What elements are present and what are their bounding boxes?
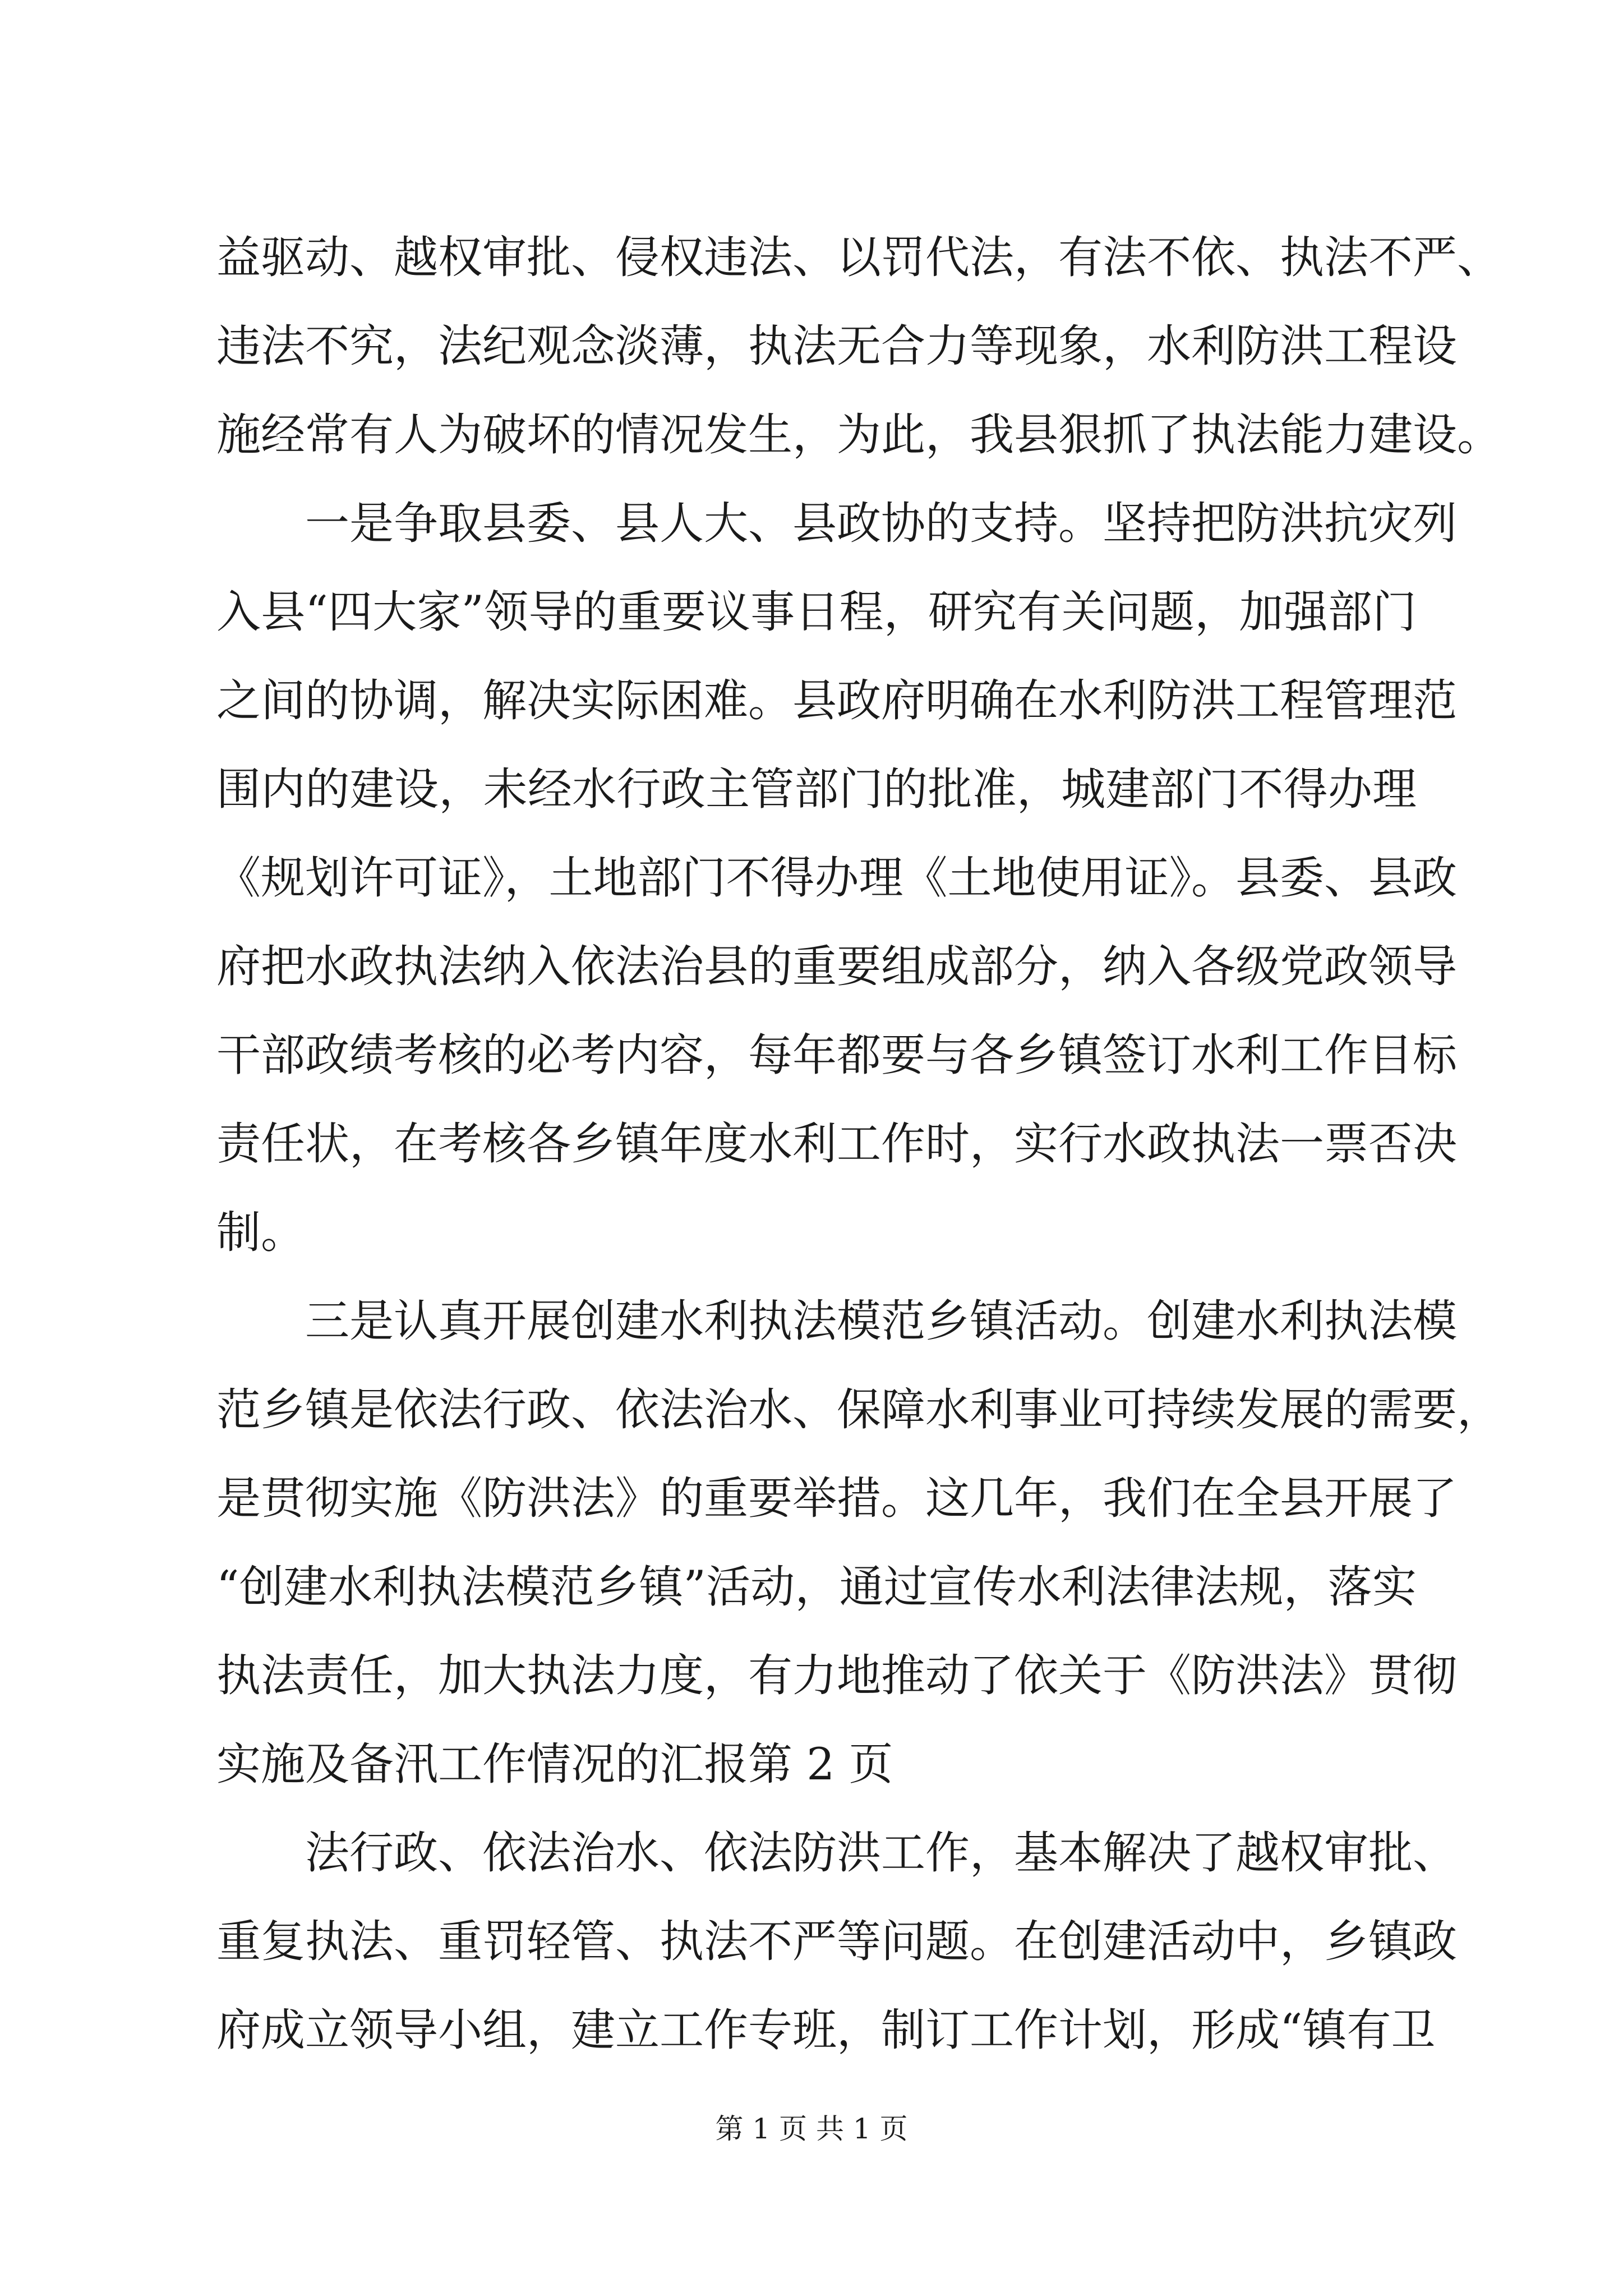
paragraph-last-line: 实施及备汛工作情况的汇报第 2 页 [216,1738,893,1790]
paragraph-last-line: 制。 [216,1207,305,1258]
text-line: 重复执法、重罚轻管、执法不严等问题。在创建活动中，乡镇政 [216,1916,1457,1967]
text-line: “创建水利执法模范乡镇”活动，通过宣传水利法律法规，落实 [216,1561,1417,1613]
document-body [216,213,1501,2074]
text-line: 《规划许可证》，土地部门不得办理《土地使用证》。县委、县政 [216,852,1457,904]
text-line: 府把水政执法纳入依法治县的重要组成部分，纳入各级党政领导 [216,941,1457,992]
text-line: 执法责任，加大执法力度，有力地推动了依关于《防洪法》贯彻 [216,1650,1457,1701]
text-line: 是贯彻实施《防洪法》的重要举措。这几年，我们在全县开展了 [216,1473,1457,1524]
page-footer [0,2109,1623,2148]
paragraph-first-line: 一是争取县委、县人大、县政协的支持。坚持把防洪抗灾列 [305,498,1457,549]
text-line: 府成立领导小组，建立工作专班，制订工作计划，形成“镇有卫 [216,2004,1436,2056]
text-line: 责任状，在考核各乡镇年度水利工作时，实行水政执法一票否决 [216,1118,1457,1170]
paragraph-first-line: 法行政、依法治水、依法防洪工作，基本解决了越权审批、 [305,1827,1457,1879]
text-line: 干部政绩考核的必考内容，每年都要与各乡镇签订水利工作目标 [216,1029,1457,1081]
text-line: 范乡镇是依法行政、依法治水、保障水利事业可持续发展的需要， [216,1384,1501,1435]
text-line: 施经常有人为破坏的情况发生，为此，我县狠抓了执法能力建设。 [216,409,1501,461]
text-line: 入县“四大家”领导的重要议事日程，研究有关问题，加强部门 [216,586,1417,638]
text-line: 围内的建设，未经水行政主管部门的批准，城建部门不得办理 [216,763,1417,815]
text-line: 益驱动、越权审批、侵权违法、以罚代法，有法不依、执法不严、 [216,232,1501,283]
text-line: 之间的协调，解决实际困难。县政府明确在水利防洪工程管理范 [216,675,1457,726]
page-number-label: 第 1 页 共 1 页 [715,2113,908,2145]
text-line: 违法不究，法纪观念淡薄，执法无合力等现象，水利防洪工程设 [216,320,1457,372]
paragraph-first-line: 三是认真开展创建水利执法模范乡镇活动。创建水利执法模 [305,1295,1457,1347]
